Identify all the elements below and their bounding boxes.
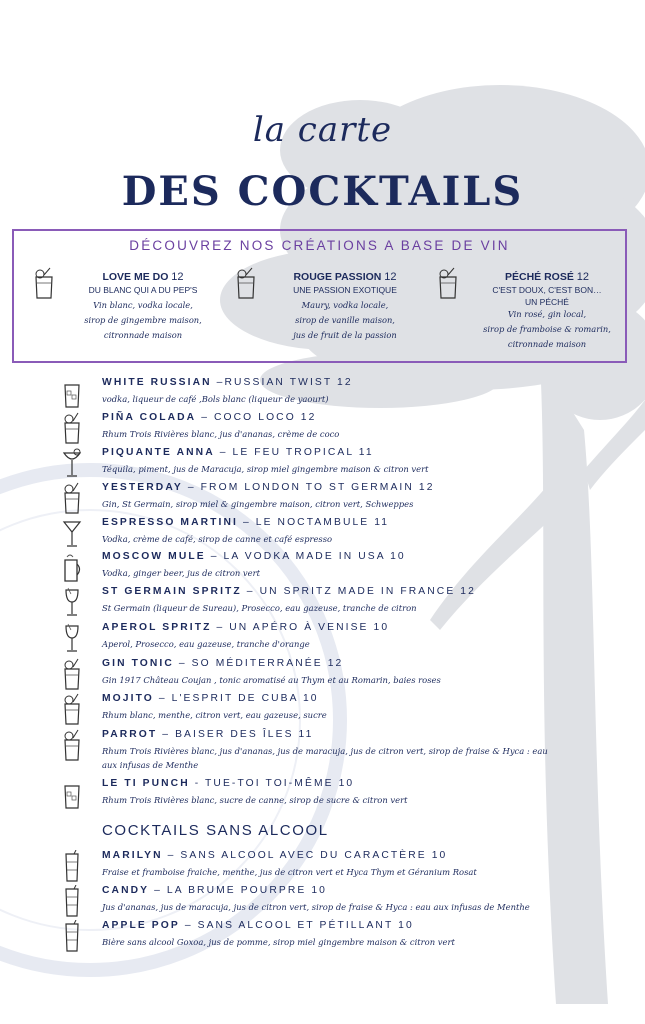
- wine-item-price: 12: [384, 271, 397, 283]
- tiki-glass-icon: [34, 267, 54, 299]
- cocktail-price: 12: [460, 586, 476, 597]
- wine-item-ingredient: citronnade maison: [507, 339, 587, 349]
- wine-creations-box: [12, 229, 627, 363]
- tiki-glass-icon: [236, 267, 256, 299]
- cocktail-ingredients: Gin, St Germain, sirop miel & gingembre maison, citron vert, Schweppes: [102, 499, 414, 509]
- cocktail-price: 11: [358, 447, 374, 458]
- page-title: DES COCKTAILS: [121, 168, 524, 215]
- wine-item-ingredient: Vin blanc, vodka locale,: [93, 300, 193, 310]
- cocktail-title: [102, 586, 476, 597]
- cocktail-tagline: – FROM LONDON TO ST GERMAIN: [187, 482, 414, 493]
- highball-glass-icon: [62, 850, 82, 882]
- cocktail-ingredients: St Germain (liqueur de Sureau), Prosecco, eau gazeuse, tranche de citron: [102, 603, 417, 613]
- cocktail-ingredients: Téquila, piment, jus de Maracuja, sirop miel gingembre maison & citron vert: [102, 464, 429, 474]
- wine-item-subtitle: DU BLANC QUI A DU PEP'S: [88, 285, 198, 295]
- coupe-glass-icon: [62, 447, 82, 479]
- cocktail-title: [102, 622, 389, 633]
- cocktail-title: [102, 658, 343, 669]
- cocktail-title: [102, 778, 354, 789]
- tiki-glass-icon: [438, 267, 458, 299]
- nonalc-section-title: COCKTAILS SANS ALCOOL: [102, 822, 329, 839]
- wine-item-ingredient: Maury, vodka locale,: [301, 300, 389, 310]
- cocktail-ingredients: Rhum Trois Rivières blanc, sucre de canne, sirop de sucre & citron vert: [102, 795, 408, 805]
- cocktail-price: 10: [431, 850, 448, 861]
- cocktail-title: [102, 447, 374, 458]
- cocktail-title: [102, 850, 447, 861]
- tiki-glass-icon: [62, 693, 82, 725]
- cocktail-title: [102, 482, 435, 493]
- cocktail-title: [102, 551, 406, 562]
- cocktail-name: WHITE RUSSIAN: [102, 377, 212, 388]
- cocktail-title: [102, 517, 389, 528]
- cocktail-ingredients: Rhum Trois Rivières blanc, jus d'ananas, jus de maracuja, jus de citron vert, sirop de fraise & Hyca : eau aux infusas de Menthe: [102, 746, 548, 770]
- wine-item-name: ROUGE PASSION: [293, 271, 382, 283]
- cocktail-tagline: – UN APÉRO À VENISE: [216, 622, 369, 633]
- cocktail-name: MOJITO: [102, 693, 154, 704]
- cocktail-price: 12: [337, 377, 353, 388]
- cocktail-price: 10: [390, 551, 406, 562]
- wine-item-subtitle: UNE PASSION EXOTIQUE: [293, 285, 397, 295]
- wine-item-price: 12: [171, 271, 184, 283]
- cocktail-ingredients: Rhum blanc, menthe, citron vert, eau gazeuse, sucre: [102, 710, 327, 720]
- cocktail-tagline: - TUE-TOI TOI-MÊME: [194, 778, 334, 789]
- wine-item-name: LOVE ME DO: [102, 271, 169, 283]
- wine-glass-icon: [62, 586, 82, 618]
- cocktail-title: [102, 377, 353, 388]
- cocktail-title: [102, 885, 327, 896]
- cocktail-tagline: – SO MÉDITERRANÉE: [178, 658, 323, 669]
- cocktail-tagline: – LE FEU TROPICAL: [219, 447, 354, 458]
- cocktail-tagline: – SANS ALCOOL ET PÉTILLANT: [184, 920, 394, 931]
- tiki-glass-icon: [62, 729, 82, 761]
- cocktail-name: MOSCOW MULE: [102, 551, 206, 562]
- wine-glass-icon: [62, 622, 82, 654]
- cocktail-title: [102, 693, 319, 704]
- martini-glass-icon: [62, 517, 82, 549]
- cocktail-price: 10: [302, 693, 319, 704]
- cocktail-name: PARROT: [102, 729, 158, 740]
- cocktail-tagline: – LE NOCTAMBULE: [242, 517, 370, 528]
- cocktail-tagline: – LA BRUME POURPRE: [154, 885, 307, 896]
- cocktail-title: [102, 729, 313, 740]
- highball-glass-icon: [62, 920, 82, 952]
- cocktail-ingredients: Gin 1917 Château Coujan , tonic aromatisé au Thym et au Romarin, baies roses: [102, 675, 441, 685]
- wine-item-ingredient: sirop de framboise & romarin,: [483, 324, 611, 334]
- lowball-glass-icon: [62, 377, 82, 409]
- cocktail-ingredients: Vodka, ginger beer, jus de citron vert: [102, 568, 260, 578]
- cocktail-tagline: –RUSSIAN TWIST: [216, 377, 333, 388]
- tiki-glass-icon: [62, 658, 82, 690]
- cocktail-ingredients: Fraise et framboise fraiche, menthe, jus de citron vert et Hyca Thym et Géranium Rosat: [102, 867, 477, 877]
- wine-item-ingredient: sirop de vanille maison,: [295, 315, 395, 325]
- cocktail-name: GIN TONIC: [102, 658, 174, 669]
- cocktail-name: MARILYN: [102, 850, 163, 861]
- cocktail-tagline: – UN SPRITZ MADE IN FRANCE: [246, 586, 456, 597]
- cocktail-price: 12: [300, 412, 317, 423]
- wine-item-subtitle: C'EST DOUX, C'EST BON…: [492, 285, 602, 295]
- cocktail-ingredients: vodka, liqueur de café ,Bols blanc (liqueur de yaourt): [102, 394, 329, 404]
- cocktail-name: CANDY: [102, 885, 150, 896]
- cocktail-price: 10: [311, 885, 327, 896]
- wine-item-price: 12: [576, 271, 590, 283]
- cocktail-name: ESPRESSO MARTINI: [102, 517, 239, 528]
- wine-item-ingredient: jus de fruit de la passion: [293, 330, 397, 340]
- wine-item-ingredient: sirop de gingembre maison,: [84, 315, 202, 325]
- wine-item-ingredient: citronnade maison: [103, 330, 183, 340]
- cocktail-price: 10: [398, 920, 414, 931]
- highball-glass-icon: [62, 885, 82, 917]
- cocktail-price: 12: [327, 658, 344, 669]
- cocktail-price: 12: [418, 482, 435, 493]
- cocktail-ingredients: Jus d'ananas, jus de maracuja, jus de citron vert, sirop de fraise & Hyca : eau aux infusas de Menthe: [102, 902, 530, 912]
- cocktail-price: 10: [338, 778, 355, 789]
- mule-mug-icon: [62, 551, 82, 583]
- page-subtitle-script: la carte: [252, 110, 393, 150]
- cocktail-ingredients: Bière sans alcool Goxoa, jus de pomme, sirop miel gingembre maison & citron vert: [102, 937, 455, 947]
- tiki-glass-icon: [62, 412, 82, 444]
- cocktail-tagline: – SANS ALCOOL AVEC DU CARACTÈRE: [167, 850, 427, 861]
- cocktail-ingredients: Vodka, crème de café, sirop de canne et café espresso: [102, 534, 333, 544]
- wine-section-title: DÉCOUVREZ NOS CRÉATIONS A BASE DE VIN: [129, 238, 510, 253]
- wine-item-name: PÉCHÉ ROSÉ: [504, 271, 574, 283]
- cocktail-title: [102, 920, 414, 931]
- cocktail-name: PIÑA COLADA: [102, 412, 197, 423]
- cocktail-tagline: – COCO LOCO: [201, 412, 296, 423]
- cocktail-tagline: – LA VODKA MADE IN USA: [210, 551, 386, 562]
- lowball-glass-icon: [62, 778, 82, 810]
- tiki-glass-icon: [62, 482, 82, 514]
- cocktail-name: LE TI PUNCH: [102, 778, 190, 789]
- cocktail-name: ST GERMAIN SPRITZ: [102, 586, 242, 597]
- cocktail-tagline: – L'ESPRIT DE CUBA: [158, 693, 299, 704]
- cocktail-price: 11: [298, 729, 314, 740]
- cocktail-name: APEROL SPRITZ: [102, 622, 212, 633]
- wine-item-subtitle-2: UN PÉCHÉ: [525, 297, 569, 307]
- cocktail-name: YESTERDAY: [102, 482, 183, 493]
- cocktail-price: 10: [373, 622, 390, 633]
- cocktail-tagline: – BAISER DES ÎLES: [162, 729, 294, 740]
- cocktail-name: APPLE POP: [102, 920, 180, 931]
- wine-item-ingredient: Vin rosé, gin local,: [507, 309, 587, 319]
- cocktail-title: [102, 412, 316, 423]
- cocktail-ingredients: Aperol, Prosecco, eau gazeuse, tranche d'orange: [102, 639, 310, 649]
- cocktail-name: PIQUANTE ANNA: [102, 447, 215, 458]
- cocktail-ingredients: Rhum Trois Rivières blanc, jus d'ananas, crème de coco: [102, 429, 340, 439]
- cocktail-price: 11: [374, 517, 390, 528]
